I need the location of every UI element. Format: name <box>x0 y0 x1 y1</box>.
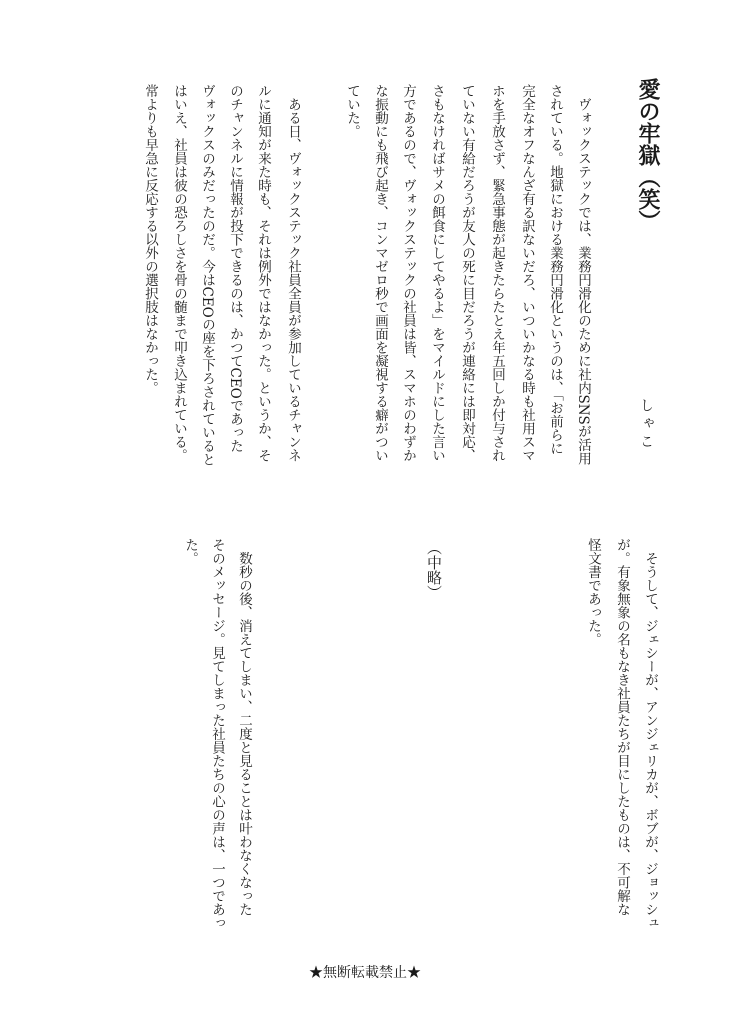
text-line: ていた。 <box>344 84 360 138</box>
text-line: そのメッセージ。見てしまった社員たちの心の声は、一つであっ <box>209 538 225 930</box>
story-title: 愛の牢獄（笑） <box>635 78 661 232</box>
text-line: 数秒の後、消えてしまい、二度と見ることは叶わなくなった <box>236 538 252 916</box>
text-line: 完全なオフなんざ有る訳ないだろ、いついかなる時も社用スマ <box>519 84 535 462</box>
text-line: さもなければサメの餌食にしてやるよ」をマイルドにした言い <box>429 84 445 462</box>
text-line: そうして、ジェシーが、アンジェリカが、ボブが、ジョッシュ <box>642 538 658 930</box>
text-line: ルに通知が来た時も、それは例外ではなかった。というか、そ <box>255 84 271 462</box>
text-line: のチャンネルに情報が投下できるのは、かつてCEOであった <box>227 84 243 453</box>
omission-marker: （中略） <box>425 540 443 600</box>
text-line: ホを手放さず、緊急事態が起きたらたとえ年五回しか付与され <box>489 84 505 462</box>
text-line: 方であるので、ヴォックステックの社員は皆、スマホのわずか <box>400 84 416 462</box>
text-line: ある日、ヴォックステック社員全員が参加しているチャンネ <box>285 84 301 462</box>
text-line: 常よりも早急に反応する以外の選択肢はなかった。 <box>142 84 158 395</box>
text-line: ヴォックステックでは、業務円滑化のために社内SNSが活用 <box>575 84 591 466</box>
text-line: な振動にも飛び起き、コンマゼロ秒で画面を凝視する癖がつい <box>372 84 388 462</box>
text-line: はいえ、社員は彼の恐ろしさを骨の髄まで叩き込まれている。 <box>171 84 187 462</box>
text-line: た。 <box>182 538 198 565</box>
text-line: ヴォックスのみだったのだ。今はCEOの座を下ろされていると <box>199 84 215 467</box>
text-line: ていない有給だろうが友人の死に目だろうが連絡には即対応、 <box>459 84 475 462</box>
author-name: しゃこ <box>638 398 654 452</box>
text-line: 怪文書であった。 <box>585 538 601 646</box>
text-line: が。有象無象の名もなき社員たちが目にしたものは、不可解な <box>614 538 630 916</box>
no-reprint-notice: ★無断転載禁止★ <box>309 965 421 981</box>
text-line: されている。地獄における業務円滑化というのは、「お前らに <box>547 84 563 456</box>
